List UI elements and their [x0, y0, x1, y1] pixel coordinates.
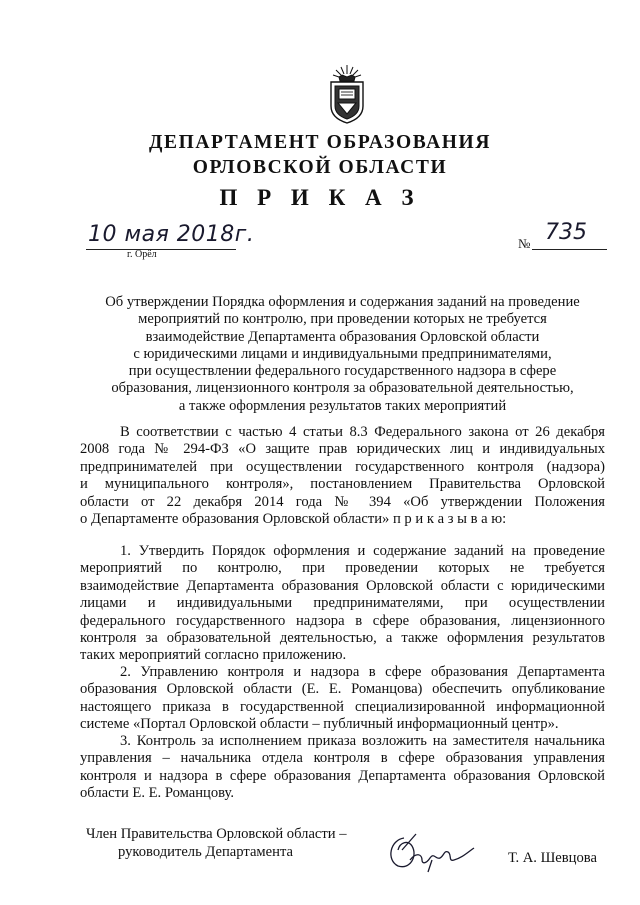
number-underline	[532, 249, 607, 250]
order-item-1	[80, 543, 605, 665]
position-line-2: руководитель Департамента	[118, 843, 293, 860]
paragraph-line: контроля за образовательной деятельностью, а также оформления результатов	[80, 630, 605, 647]
paragraph-line: 3. Контроль за исполнением приказа возложить на заместителя начальника	[120, 733, 605, 749]
paragraph-line: и муниципального контроля», постановлением Правительства Орловской	[80, 476, 605, 493]
order-item-2	[80, 664, 605, 734]
paragraph-line: мероприятий по контролю, при проведении которых не требуется	[80, 560, 605, 577]
department-name-line-1: ДЕПАРТАМЕНТ ОБРАЗОВАНИЯ	[148, 132, 491, 153]
paragraph-line: В соответствии с частью 4 статьи 8.3 Федерального закона от 26 декабря	[120, 424, 605, 440]
title-line: а также оформления результатов таких мероприятий	[178, 397, 507, 414]
number-label: №	[518, 236, 531, 251]
handwritten-signature-icon	[382, 830, 482, 874]
paragraph-line: образования Орловской области (Е. Е. Романцова) обеспечить опубликование	[80, 681, 605, 698]
paragraph-line: области Е. Е. Романцову.	[80, 785, 235, 802]
title-line: Об утверждении Порядка оформления и содержания заданий на проведение	[105, 294, 580, 310]
coat-of-arms-icon	[325, 62, 369, 126]
paragraph-line: взаимодействие Департамента образования Орловской области с юридическими	[80, 577, 605, 594]
city-label: г. Орёл	[127, 249, 157, 260]
date-underline	[86, 249, 236, 250]
paragraph-line: контроля и надзора в сфере образования Департамента образования Орловской	[80, 767, 605, 784]
title-line: с юридическими лицами и индивидуальными предпринимателями,	[133, 345, 552, 362]
signatory-position	[86, 826, 347, 861]
handwritten-date: 10 мая 2018г.	[88, 222, 255, 247]
signatory-name: Т. А. Шевцова	[508, 850, 597, 866]
paragraph-line: области от 22 декабря 2014 года № 394 «Об утверждении Положения	[80, 493, 605, 510]
order-item-3	[80, 733, 605, 803]
paragraph-line: предпринимателей при осуществлении государственного контроля (надзора)	[80, 458, 605, 475]
document-type-heading: П Р И К А З	[219, 185, 421, 210]
paragraph-line: управления – начальника отдела контроля в сфере образования управления	[80, 750, 605, 767]
title-line: взаимодействие Департамента образования Орловской области	[145, 328, 540, 345]
paragraph-line: таких мероприятий согласно приложению.	[80, 647, 347, 664]
paragraph-line: федерального государственного надзора в сфере образования, лицензионного	[80, 612, 605, 629]
paragraph-line: 2. Управлению контроля и надзора в сфере образования Департамента	[120, 664, 605, 680]
paragraph-line: 1. Утвердить Порядок оформления и содержание заданий на проведение	[120, 543, 605, 559]
department-name	[0, 130, 640, 180]
position-line-1: Член Правительства Орловской области –	[86, 826, 347, 842]
preamble-paragraph	[80, 424, 605, 528]
title-line: при осуществлении федерального государственного надзора в сфере	[128, 363, 557, 380]
paragraph-line: системе «Портал Орловской области – публичный информационный центр».	[80, 716, 559, 733]
paragraph-line: лицами и индивидуальными предпринимателями, при осуществлении	[80, 595, 605, 612]
paragraph-line: настоящего приказа в государственной специализированной информационной	[80, 698, 605, 715]
title-line: образования, лицензионного контроля за образовательной деятельностью,	[111, 380, 574, 397]
department-name-line-2: ОРЛОВСКОЙ ОБЛАСТИ	[192, 157, 448, 178]
order-title	[80, 294, 605, 415]
handwritten-order-number: 735	[545, 220, 587, 245]
paragraph-line: о Департаменте образования Орловской области» п р и к а з ы в а ю:	[80, 511, 507, 528]
title-line: мероприятий по контролю, при проведении которых не требуется	[138, 311, 547, 328]
paragraph-line: 2008 года № 294-ФЗ «О защите прав юридических лиц и индивидуальных	[80, 441, 605, 458]
